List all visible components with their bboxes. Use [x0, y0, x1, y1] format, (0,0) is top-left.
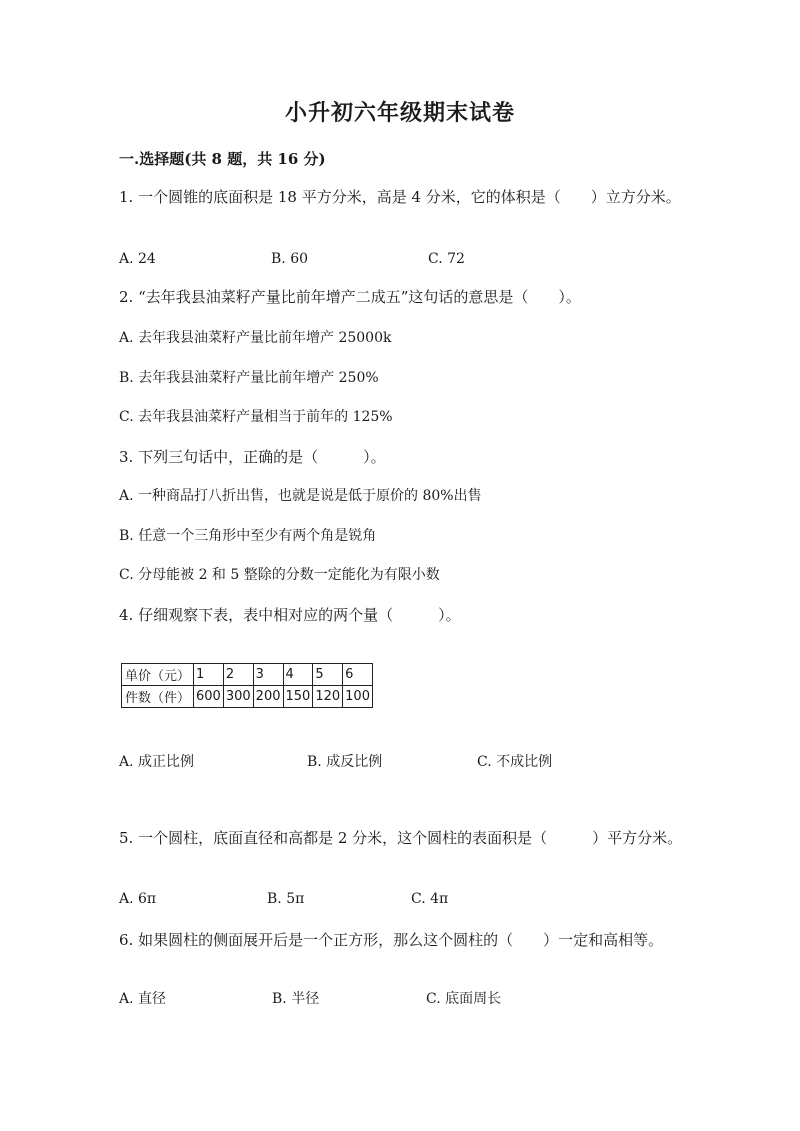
question-6-options [119, 988, 719, 1010]
option-a: A. 直径 [119, 991, 167, 1007]
question-3-stem: 3. 下列三句话中，正确的是（ ）。 [119, 448, 386, 466]
section-heading: 一.选择题(共 8 题，共 16 分) [119, 150, 326, 168]
option-b: B. 半径 [272, 991, 320, 1007]
option-b: B. 60 [271, 251, 309, 267]
table-cell: 单价（元） [122, 664, 194, 686]
table-cell: 300 [223, 686, 253, 708]
question-3-option-b: B. 任意一个三角形中至少有两个角是锐角 [119, 528, 377, 544]
option-b: B. 成反比例 [307, 754, 383, 770]
table-cell: 200 [253, 686, 283, 708]
option-c: C. 72 [428, 251, 465, 267]
table-cell: 120 [313, 686, 343, 708]
table-cell: 件数（件） [122, 686, 194, 708]
table-cell: 5 [313, 664, 343, 686]
question-2-stem: 2. “去年我县油菜籽产量比前年增产二成五”这句话的意思是（ ）。 [119, 288, 581, 306]
option-a: A. 24 [119, 251, 156, 267]
table-cell: 600 [194, 686, 224, 708]
question-5-stem: 5. 一个圆柱，底面直径和高都是 2 分米，这个圆柱的表面积是（ ）平方分米。 [119, 829, 683, 847]
price-quantity-table [121, 663, 373, 708]
option-a: A. 6π [119, 891, 157, 907]
option-a: A. 成正比例 [119, 754, 195, 770]
question-2-option-a: A. 去年我县油菜籽产量比前年增产 25000k [119, 330, 392, 346]
option-c: C. 4π [411, 891, 449, 907]
question-4-options [119, 751, 719, 773]
question-3-option-c: C. 分母能被 2 和 5 整除的分数一定能化为有限小数 [119, 567, 440, 583]
table-cell: 100 [343, 686, 373, 708]
table-cell: 6 [343, 664, 373, 686]
question-6-stem: 6. 如果圆柱的侧面展开后是一个正方形，那么这个圆柱的（ ）一定和高相等。 [119, 931, 664, 949]
table-cell: 150 [283, 686, 313, 708]
question-5-options [119, 888, 719, 910]
question-4-stem: 4. 仔细观察下表，表中相对应的两个量（ ）。 [119, 606, 461, 624]
option-b: B. 5π [267, 891, 305, 907]
question-1-options [119, 248, 719, 270]
question-3-option-a: A. 一种商品打八折出售，也就是说是低于原价的 80%出售 [119, 488, 482, 504]
question-2-option-b: B. 去年我县油菜籽产量比前年增产 250% [119, 370, 379, 386]
table-cell: 2 [223, 664, 253, 686]
question-2-option-c: C. 去年我县油菜籽产量相当于前年的 125% [119, 409, 393, 425]
table-cell: 4 [283, 664, 313, 686]
page-title: 小升初六年级期末试卷 [284, 100, 515, 126]
table-row [122, 686, 373, 708]
option-c: C. 底面周长 [426, 991, 502, 1007]
table-cell: 1 [194, 664, 224, 686]
table-cell: 3 [253, 664, 283, 686]
option-c: C. 不成比例 [477, 754, 553, 770]
question-1-stem: 1. 一个圆锥的底面积是 18 平方分米，高是 4 分米，它的体积是（ ）立方分米。 [119, 188, 681, 206]
table-row [122, 664, 373, 686]
